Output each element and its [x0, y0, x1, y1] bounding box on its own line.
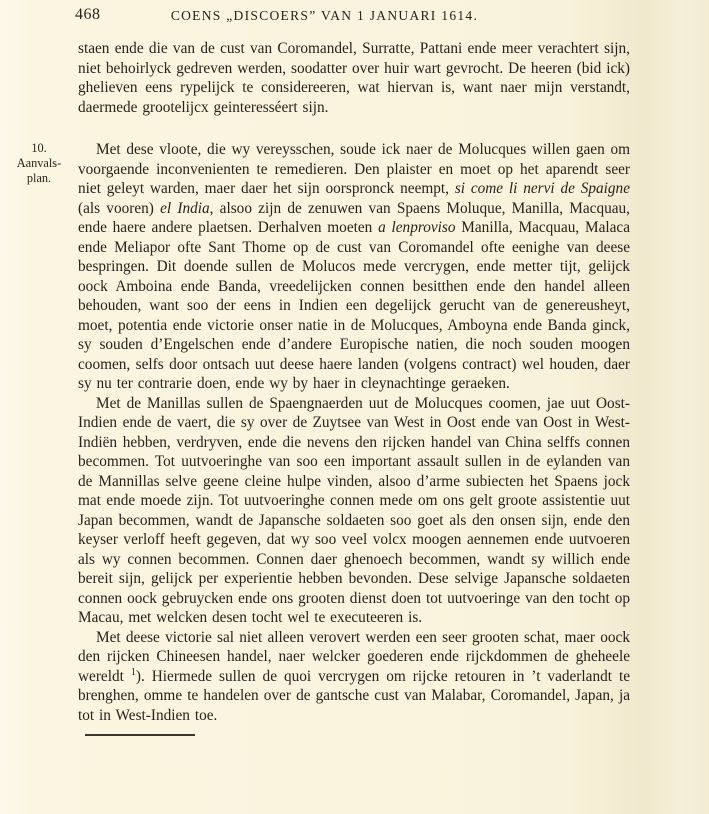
text-run: Manilla, Macquau, Malaca ende Meliapor ofte Sant Thome op de cust van Coromandel ofte eenighe van deese bespringen. Dit doende sullen de Molucos mede vercrygen, ende metter tijt, gelijck oock Amboina ende Banda, vreedelijcken connen besitthen ende den handel alleen behouden, want soo der eens in Indien een degelijck gerucht van de genereusheyt, moet, potentia ende victorie onser natie in de Molucques, Amboyna ende Banda ginck, sy souden d’Engelschen ende d’andere Europische natien, die noch souden moogen coomen, selfs door ontsach uut deese haere landen (volgens contract) wel houden, daer sy nu ter contrarie doen, ende wy by haer in cleynachtinge geraeken.	[78, 219, 630, 392]
footnote-separator-rule	[85, 734, 195, 736]
page-header	[0, 0, 709, 32]
running-title: COENS „DISCOERS” VAN 1 JANUARI 1614.	[170, 8, 479, 23]
text-run: Met dese vloote, die wy vereysschen, soude ick naer de Molucques willen gaen om voorgaende inconvenienten te remedieren. Den plaister en moet op het aparendt seer niet geleyt warden, maer daer het sijn oorspronck neempt,	[78, 141, 630, 197]
page-number: 468	[75, 6, 101, 23]
section-attack-plan	[16, 140, 631, 394]
body-text	[0, 32, 709, 736]
text-run: , alsoo zijn de zenuwen van Spaens Moluque, Manilla, Macquau, ende haere andere plaetsen. Derhalven moeten	[78, 199, 631, 236]
margin-note-word: plan.	[26, 171, 52, 185]
italic-phrase: el India	[160, 199, 210, 217]
margin-note-number: 10.	[31, 141, 47, 155]
paragraph-molucques	[78, 140, 630, 394]
text-run: ). Hiermede sullen de quoi vercrygen om rijcke retouren in ’t vaderlandt te brenghen, omme te handelen over de gantsche cust van Malabar, Coromandel, Japan, ja tot in West-Indien toe.	[78, 667, 631, 724]
margin-note-word: Aanvals-	[16, 156, 62, 170]
paragraph-victory	[78, 628, 630, 726]
text-run: Met deese victorie sal niet alleen verovert werden een seer grooten schat, maer oock den rijcken Chineesen handel, naer welcker goederen ende rijckdommen de gheheele wereldt	[78, 628, 630, 685]
italic-phrase: si come li nervi de Spaigne	[454, 180, 630, 197]
footnote-marker: 1	[130, 666, 136, 678]
margin-note	[6, 141, 72, 186]
paragraph-continuation: staen ende die van de cust van Coromandel, Surratte, Pattani ende meer verachtert sijn, niet behoirlyck gedreven werden, soodatter over huir wart gevrocht. De heeren (bid ick) ghelieven eens rypelijck te considereeren, wat hiervan is, want naer mijn verstandt, daermede grootelijcx geinteresséert sijn.	[78, 40, 630, 116]
italic-phrase: a lenproviso	[378, 219, 456, 236]
paragraph-manillas: Met de Manillas sullen de Spaengnaerden uut de Molucques coomen, jae uut Oost-Indien ende de vaert, die sy over de Zuytsee van West in Oost ende van Oost in West-Indiën hebben, verdryven, ende die nevens den rijcken handel van China selffs connen becommen. Tot uutvoeringhe van soo een important assault sullen in de eylanden van de Mannillas selve geene cleine hulpe vinden, alsoo d’arme subiecten het Spaens jock mat ende moede zijn. Tot uutvoeringhe connen mede om ons gelt groote assistentie uut Japan becommen, wandt de Japansche soldaeten soo goet als den onsen sijn, ende den keyser verloff heeft gegeven, dat wy soo veel volcx moogen aennemen ende uutvoeren als wy connen becommen. Connen daer ghenoech becommen, wandt sy willich ende bereit sijn, gelijck per experientie hebben bevonden. Dese selvige Japansche soldaeten connen oock gebruycken ende ons grooten dienst doen tot uutvoeringe van den tocht op Macau, met welcken desen tocht wel te executeeren is.	[78, 394, 630, 626]
text-run: (als vooren)	[78, 199, 161, 217]
